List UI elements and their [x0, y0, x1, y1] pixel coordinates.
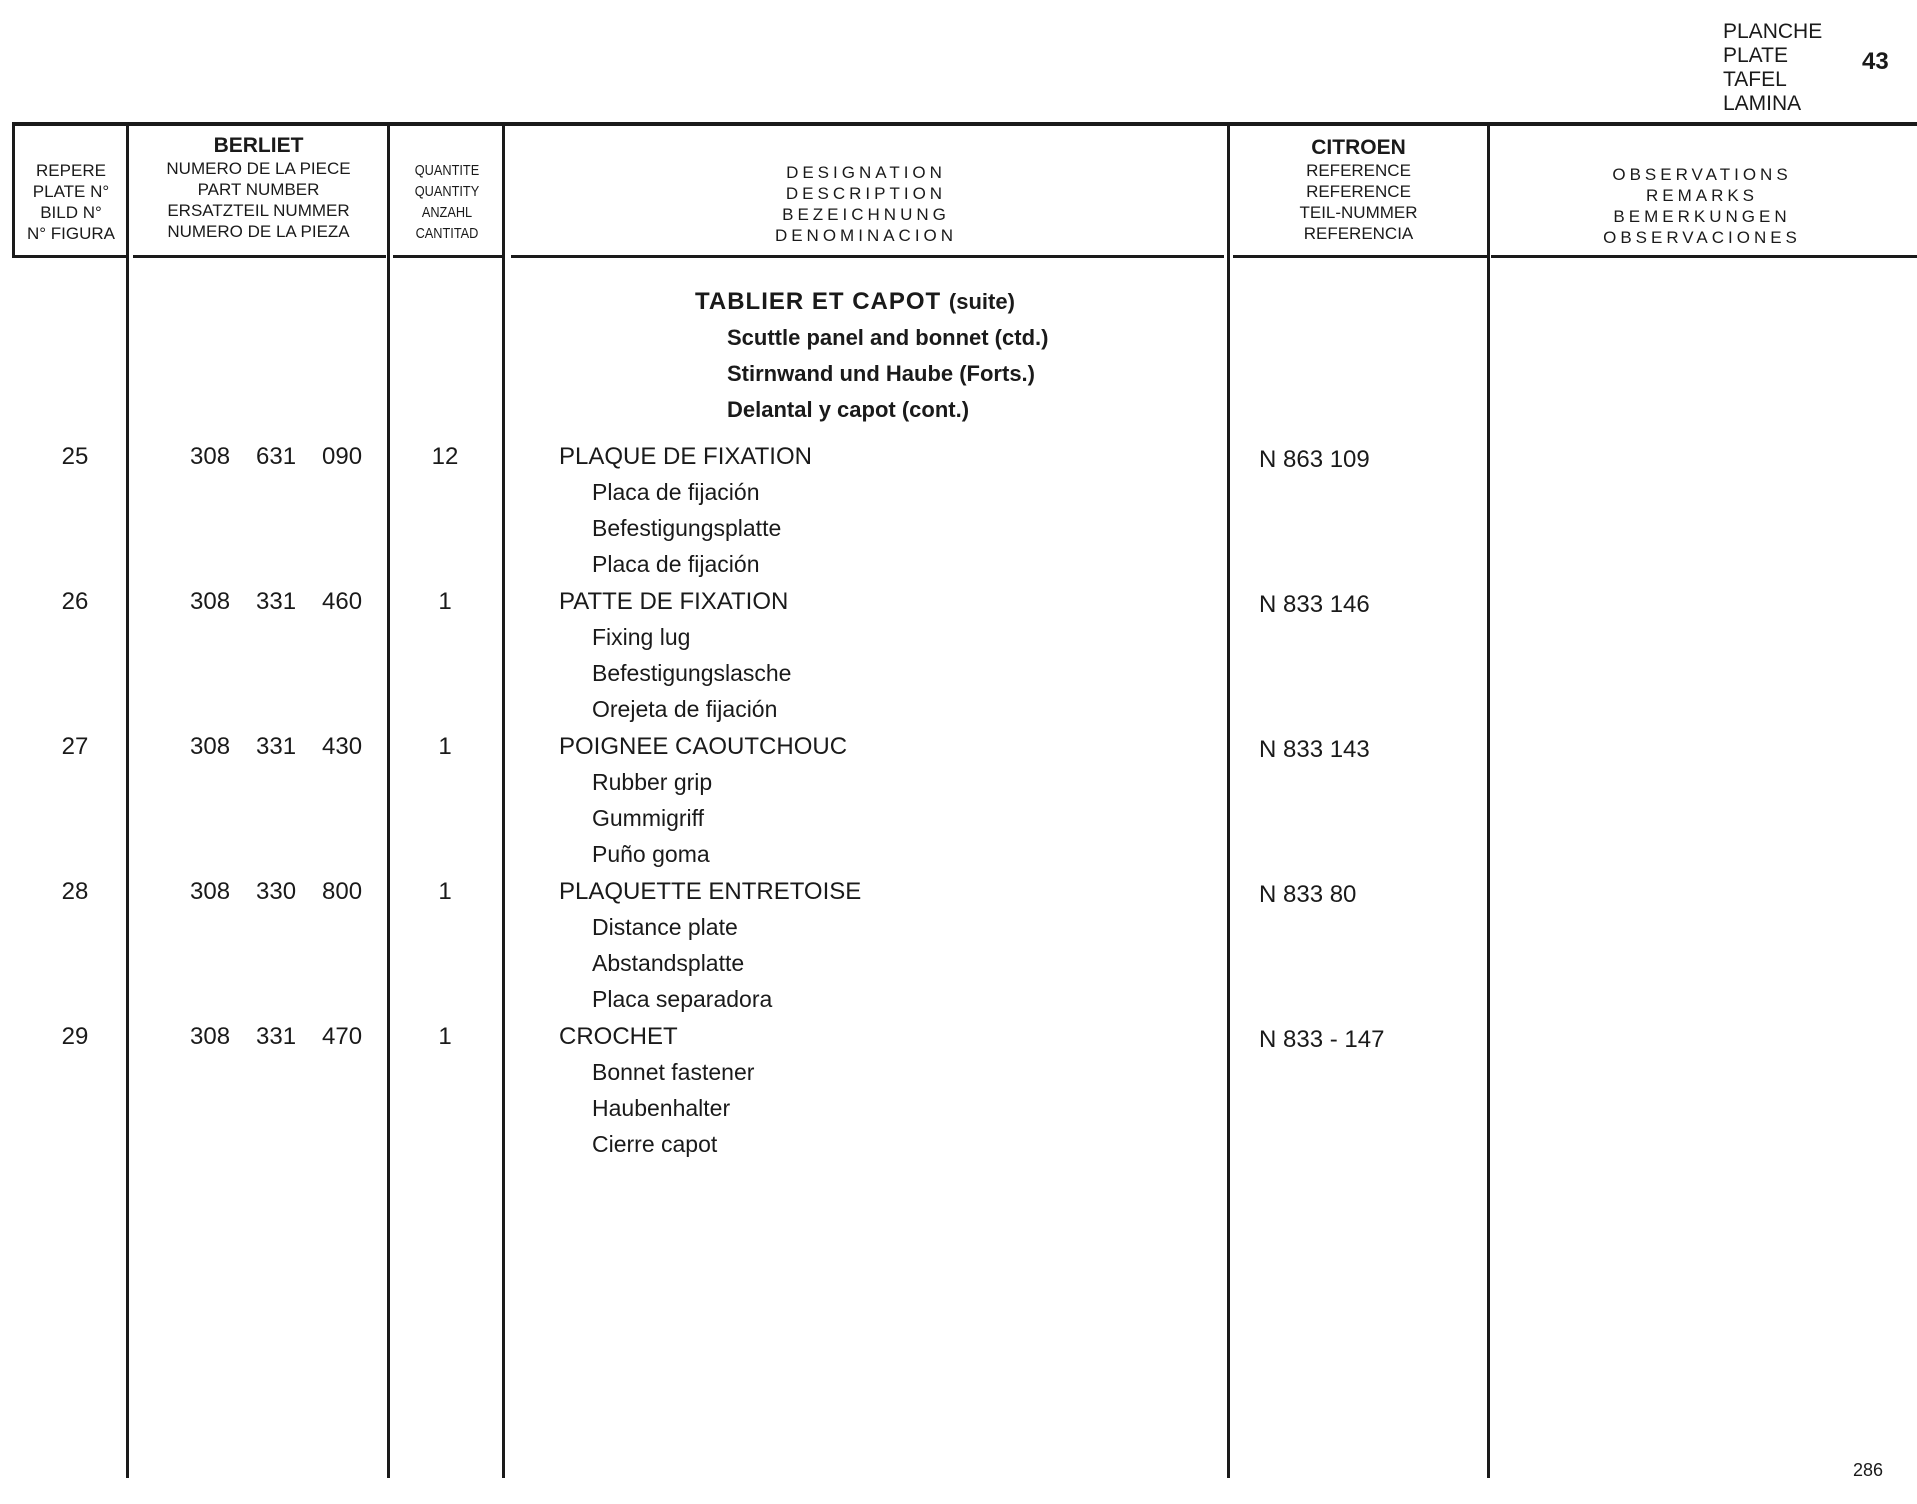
header-line: OBSERVATIONS [1612, 165, 1792, 184]
designation: PLAQUE DE FIXATION [559, 443, 812, 470]
citroen-reference: N 833 143 [1259, 736, 1370, 763]
column-divider [126, 126, 129, 1478]
repere-number: 29 [61, 1023, 89, 1050]
column-divider [1227, 126, 1230, 1478]
section-title [695, 284, 1015, 320]
page-number: 286 [1853, 1460, 1884, 1480]
header-bottom-rule [14, 255, 126, 258]
section-title-suffix: (suite) [948, 289, 1015, 314]
header-line: TEIL-NUMMER [1299, 203, 1418, 222]
column-divider [387, 126, 390, 1478]
quantity: 1 [438, 1023, 452, 1050]
part-group: 330 [256, 878, 297, 905]
part-group: 331 [256, 588, 297, 615]
header-line: PLATE N° [32, 182, 110, 201]
citroen-reference: N 833 80 [1259, 881, 1357, 908]
quantity: 12 [431, 443, 459, 470]
header-designation [506, 162, 1226, 246]
header-bottom-rule [393, 255, 502, 258]
header-line: REPERE [36, 161, 106, 180]
plate-label: LAMINA [1723, 92, 1802, 115]
citroen-reference: N 833 146 [1259, 591, 1370, 618]
header-line: BEZEICHNUNG [782, 205, 950, 224]
part-group: 308 [190, 733, 231, 760]
designation-translation: Placa de fijación [592, 479, 760, 505]
designation-translation: Abstandsplatte [592, 950, 745, 976]
designation-translation: Cierre capot [592, 1131, 718, 1157]
citroen-reference: N 863 109 [1259, 446, 1370, 473]
quantity: 1 [438, 878, 452, 905]
column-divider [1487, 126, 1490, 1478]
designation-translation: Haubenhalter [592, 1095, 731, 1121]
header-brand: BERLIET [213, 134, 304, 157]
header-line: DENOMINACION [774, 226, 958, 245]
designation: POIGNEE CAOUTCHOUC [559, 733, 848, 760]
designation-translation: Gummigriff [592, 805, 705, 831]
header-line: REFERENCE [1306, 161, 1411, 180]
part-group: 331 [256, 733, 297, 760]
header-bottom-rule [1491, 255, 1917, 258]
section-title-text: TABLIER ET CAPOT [695, 288, 942, 315]
header-line: BILD N° [40, 203, 102, 222]
part-group: 308 [190, 443, 231, 470]
plate-label: PLANCHE [1723, 20, 1823, 43]
header-line: N° FIGURA [26, 224, 116, 243]
part-group: 430 [322, 733, 363, 760]
section-translation: Scuttle panel and bonnet (ctd.) [727, 325, 1049, 350]
quantity: 1 [438, 733, 452, 760]
berliet-part-number [190, 1023, 372, 1051]
designation-translation: Befestigungsplatte [592, 515, 782, 541]
header-bottom-rule [1233, 255, 1489, 258]
designation-translation: Distance plate [592, 914, 738, 940]
header-line: QUANTITY [414, 183, 480, 200]
header-repere [16, 160, 126, 244]
designation: PLAQUETTE ENTRETOISE [559, 878, 862, 905]
header-line: NUMERO DE LA PIECE [166, 159, 351, 178]
designation-translation: Orejeta de fijación [592, 696, 778, 722]
section-translation: Stirnwand und Haube (Forts.) [727, 361, 1035, 386]
header-line: REFERENCE [1306, 182, 1411, 201]
designation-translation: Rubber grip [592, 769, 713, 795]
header-observations [1492, 164, 1912, 248]
header-line: QUANTITE [414, 162, 480, 179]
quantity: 1 [438, 588, 452, 615]
header-line: CANTITAD [415, 225, 479, 242]
header-bottom-rule [133, 255, 386, 258]
header-line: DESIGNATION [786, 163, 946, 182]
designation: CROCHET [559, 1023, 678, 1050]
plate-labels [1723, 20, 1822, 116]
berliet-part-number [190, 588, 372, 616]
plate-label: PLATE [1723, 44, 1788, 67]
header-line: DESCRIPTION [785, 184, 947, 203]
header-bottom-rule [511, 255, 1224, 258]
part-group: 308 [190, 878, 231, 905]
repere-number: 25 [61, 443, 89, 470]
part-group: 470 [322, 1023, 363, 1050]
designation-translation: Bonnet fastener [592, 1059, 755, 1085]
part-group: 800 [322, 878, 363, 905]
header-line: ANZAHL [421, 204, 473, 221]
part-group: 331 [256, 1023, 297, 1050]
designation-translation: Puño goma [592, 841, 710, 867]
repere-number: 28 [61, 878, 89, 905]
column-divider [502, 126, 505, 1478]
header-line: BEMERKUNGEN [1613, 207, 1791, 226]
header-berliet [130, 134, 387, 242]
repere-number: 27 [61, 733, 89, 760]
berliet-part-number [190, 878, 372, 906]
header-line: OBSERVACIONES [1603, 228, 1801, 247]
repere-number: 26 [61, 588, 89, 615]
part-group: 631 [256, 443, 297, 470]
berliet-part-number [190, 443, 372, 471]
designation-translation: Placa separadora [592, 986, 773, 1012]
part-group: 308 [190, 1023, 231, 1050]
section-translation: Delantal y capot (cont.) [727, 397, 970, 422]
header-line: PART NUMBER [197, 180, 320, 199]
designation: PATTE DE FIXATION [559, 588, 789, 615]
header-brand: CITROEN [1311, 136, 1406, 159]
header-line: REMARKS [1645, 186, 1759, 205]
plate-label: TAFEL [1723, 68, 1787, 91]
header-line: ERSATZTEIL NUMMER [167, 201, 350, 220]
designation-translation: Befestigungslasche [592, 660, 792, 686]
berliet-part-number [190, 733, 372, 761]
part-group: 460 [322, 588, 363, 615]
header-line: NUMERO DE LA PIEZA [167, 222, 350, 241]
citroen-reference: N 833 - 147 [1259, 1026, 1385, 1053]
header-citroen [1230, 136, 1487, 244]
part-group: 308 [190, 588, 231, 615]
designation-translation: Placa de fijación [592, 551, 760, 577]
table-top-rule [14, 122, 1917, 126]
plate-number: 43 [1862, 48, 1889, 75]
part-group: 090 [322, 443, 363, 470]
designation-translation: Fixing lug [592, 624, 691, 650]
header-quantity [400, 160, 494, 244]
header-line: REFERENCIA [1303, 224, 1414, 243]
column-divider [12, 122, 15, 258]
